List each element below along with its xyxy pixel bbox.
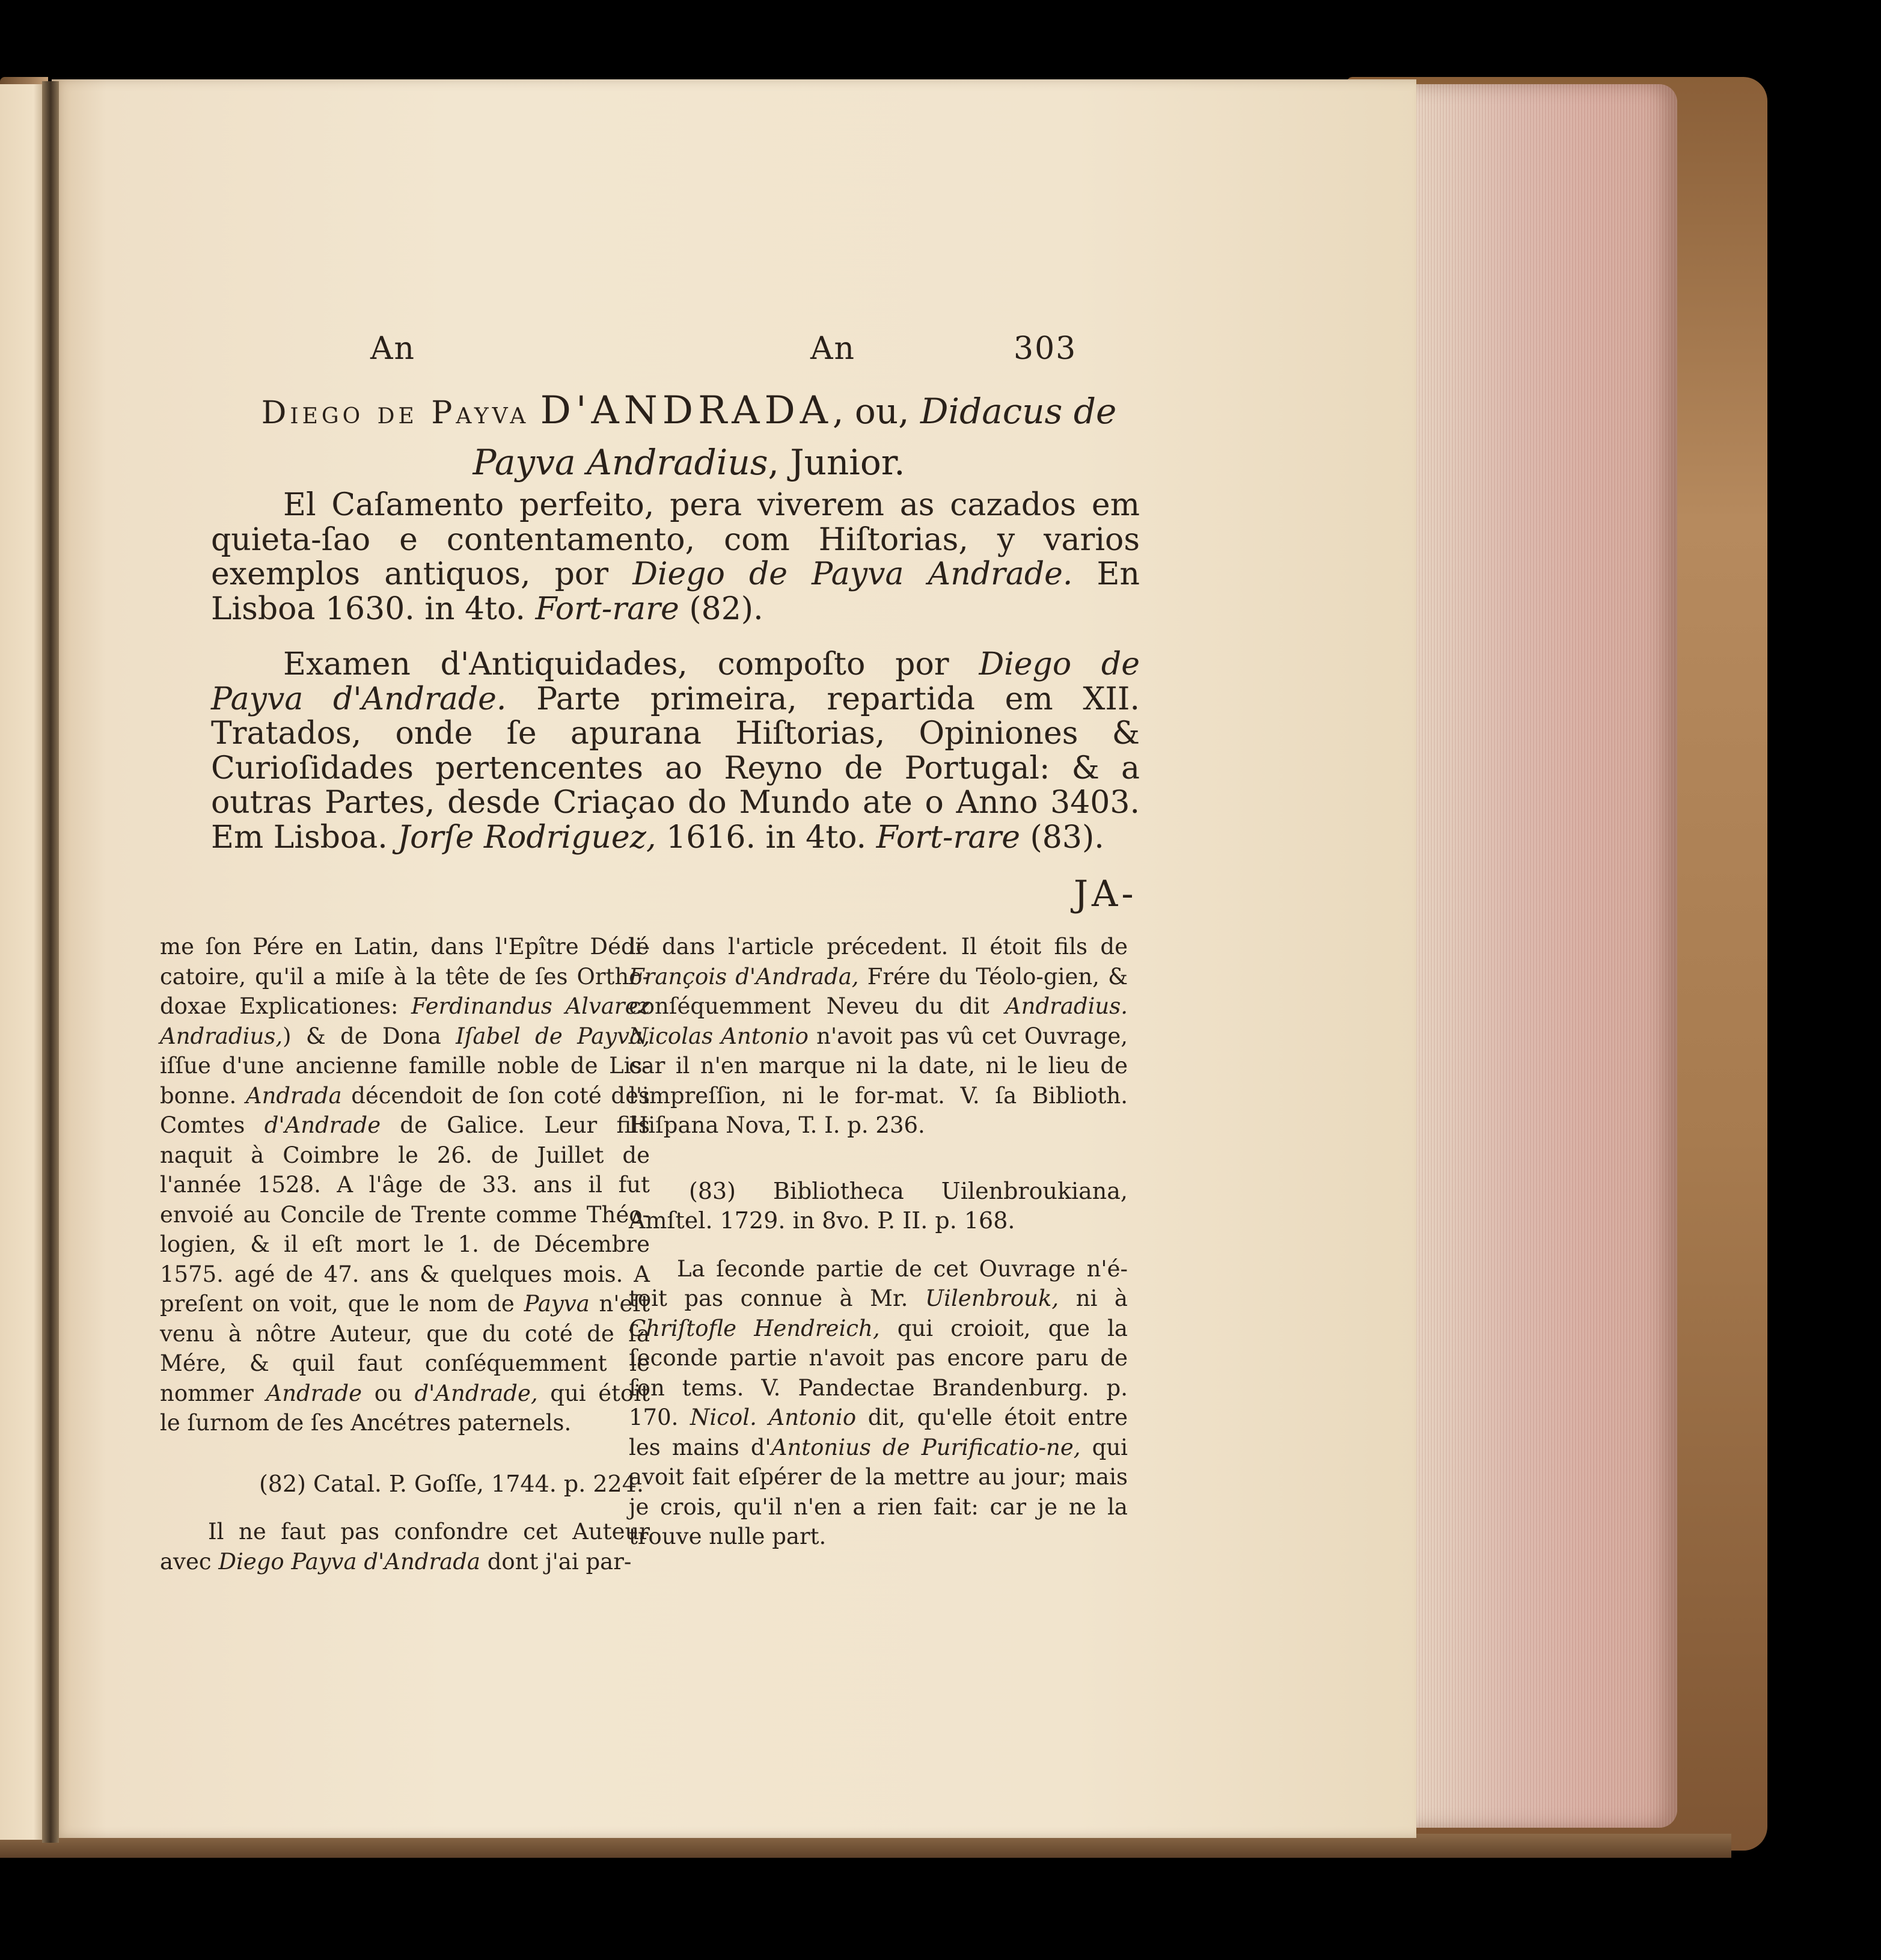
italic-name: Diego Payva d'Andrada xyxy=(218,1548,480,1575)
text-run: ni à xyxy=(1059,1285,1128,1311)
page-edges-block xyxy=(1401,84,1677,1828)
book-gutter xyxy=(42,81,59,1843)
spacer xyxy=(629,1141,1128,1177)
italic-name: d'Andrade, xyxy=(414,1380,538,1406)
entry1-note-ref: (82). xyxy=(679,590,763,627)
left-col-paragraph-2 xyxy=(160,1517,650,1576)
page-number: 303 xyxy=(1014,331,1077,367)
text-run: qui étoit le ſurnom de ſes Ancétres paternels. xyxy=(160,1380,650,1436)
text-run: lé dans l'article précedent. Il étoit fils de xyxy=(629,934,1128,960)
entry-title xyxy=(226,386,1152,487)
text-run: iſſue d'une ancienne famille noble de Lis-bonne. xyxy=(160,1053,650,1109)
entry2-rarity: Fort-rare xyxy=(876,819,1020,856)
entry1-rarity: Fort-rare xyxy=(535,590,679,627)
italic-name: Nicolas Antonio xyxy=(629,1023,809,1049)
text-run: La ſeconde partie de cet Ouvrage n'é-toit pas connue à Mr. xyxy=(629,1255,1128,1311)
text-run: n'avoit pas vû cet Ouvrage, car il n'en marque ni la date, ni le lieu de l'impreſſion, ni le for-mat. V. ſa Biblioth. Hiſpana Nova, T. I. p. 236. xyxy=(629,1023,1128,1138)
text-run: dont j'ai par- xyxy=(480,1548,632,1575)
catchword: JA- xyxy=(1074,873,1137,915)
entry2-author: Diego de Payva d'Andrade. xyxy=(211,646,1140,717)
text-run: qui croioit, que la ſeconde partie n'avoit pas encore paru de ſon tems. V. Pandectae Brandenburg. p. 170. xyxy=(629,1315,1128,1430)
italic-name: Antonius de Purificatio-ne, xyxy=(771,1434,1081,1460)
right-col-paragraph-1 xyxy=(629,932,1128,1141)
text-run: Il ne faut pas confondre cet Auteur avec xyxy=(160,1519,650,1575)
footnote-column-right xyxy=(629,932,1128,1552)
italic-name: Payva xyxy=(524,1291,590,1317)
entry1-imprint: En Lisboa 1630. in 4to. xyxy=(211,556,1140,627)
italic-name: Iſabel de Payva, xyxy=(456,1023,650,1049)
title-name-smallcaps: Diego de Payva xyxy=(261,395,530,431)
italic-name: Ferdinandus Alvarez Andradius, xyxy=(160,993,650,1049)
text-run: qui avoit fait eſpérer de la mettre au jour; mais je crois, qu'il n'en a rien fait: car je ne la trouve nulle part. xyxy=(629,1434,1128,1549)
italic-name: Nicol. Antonio xyxy=(690,1404,857,1430)
entry2-note-ref: (83). xyxy=(1020,819,1104,856)
title-separator: , ou, xyxy=(833,391,921,432)
italic-name: d'Andrade xyxy=(264,1112,381,1138)
text-run: ou xyxy=(362,1380,415,1406)
running-head-center: An xyxy=(810,331,856,367)
left-page-edge xyxy=(0,84,48,1840)
text-run: ) & de Dona xyxy=(283,1023,456,1049)
page xyxy=(52,79,1416,1838)
spacer xyxy=(160,1499,650,1517)
entry-paragraph-1 xyxy=(211,488,1140,626)
spacer xyxy=(160,1438,650,1469)
right-col-paragraph-2 xyxy=(629,1254,1128,1552)
footnote-column-left xyxy=(160,932,650,1576)
italic-name: Andrada xyxy=(245,1082,342,1109)
entry2-imprint: 1616. in 4to. xyxy=(656,819,876,856)
entry1-author: Diego de Payva Andrade. xyxy=(632,556,1073,592)
entry-paragraph-2 xyxy=(211,648,1140,855)
entry2-description: Parte primeira, repartida em XII. Tratados, onde ſe apurana Hiſtorias, Opiniones & Curioſidades pertencentes ao Reyno de Portugal: & a outras Partes, desde Criaçao do Mundo ate o Anno 3403. Em Lisboa. xyxy=(211,681,1140,856)
italic-name: Uilenbrouk, xyxy=(925,1285,1059,1311)
text-run: de Galice. Leur fils naquit à Coimbre le 26. de Juillet de l'année 1528. A l'âge de 33. ans il fut envoié au Concile de Trente comme Théo-logien, & il eſt mort le 1. de Décembre 1575. agé de 47. ans & quelques mois. A preſent on voit, que le nom de xyxy=(160,1112,650,1317)
italic-name: Andradius. xyxy=(1005,993,1128,1019)
title-latin-name: Didacus de Payva Andradius xyxy=(473,391,1117,483)
title-suffix: , Junior. xyxy=(768,442,905,483)
spacer xyxy=(629,1236,1128,1254)
entry2-text: Examen d'Antiquidades, compoſto por xyxy=(283,646,979,682)
italic-name: Chriſtofle Hendreich, xyxy=(629,1315,880,1341)
entry1-text: El Caſamento perfeito, pera viverem as cazados em quieta-ſao e contentamento, com Hiſtorias, y varios exemplos antiquos, por xyxy=(211,487,1140,592)
text-run: décendoit de ſon coté des Comtes xyxy=(160,1082,650,1138)
left-col-paragraph-1 xyxy=(160,932,650,1438)
title-name-caps: D'ANDRADA xyxy=(540,388,833,433)
italic-name: François d'Andrada, xyxy=(629,963,859,990)
text-run: dit, qu'elle étoit entre les mains d' xyxy=(629,1404,1128,1460)
entry2-printer: Jorſe Rodriguez, xyxy=(397,819,656,856)
footnote-82: (82) Catal. P. Goſſe, 1744. p. 224. xyxy=(258,1470,644,1497)
italic-name: Andrade xyxy=(266,1380,362,1406)
text-run: n'eſt venu à nôtre Auteur, que du coté de ſa Mére, & quil faut conſéquemment le nommer xyxy=(160,1291,650,1406)
text-run: Frére du Téolo-gien, & conſéquemment Neveu du dit xyxy=(629,963,1128,1019)
text-run: me ſon Pére en Latin, dans l'Epître Dédi-catoire, qu'il a miſe à la tête de ſes Ortho-doxae Explicationes: xyxy=(160,934,650,1019)
running-head-left: An xyxy=(370,331,416,367)
footnote-83: (83) Bibliotheca Uilenbroukiana, Amſtel. 1729. in 8vo. P. II. p. 168. xyxy=(629,1177,1128,1234)
